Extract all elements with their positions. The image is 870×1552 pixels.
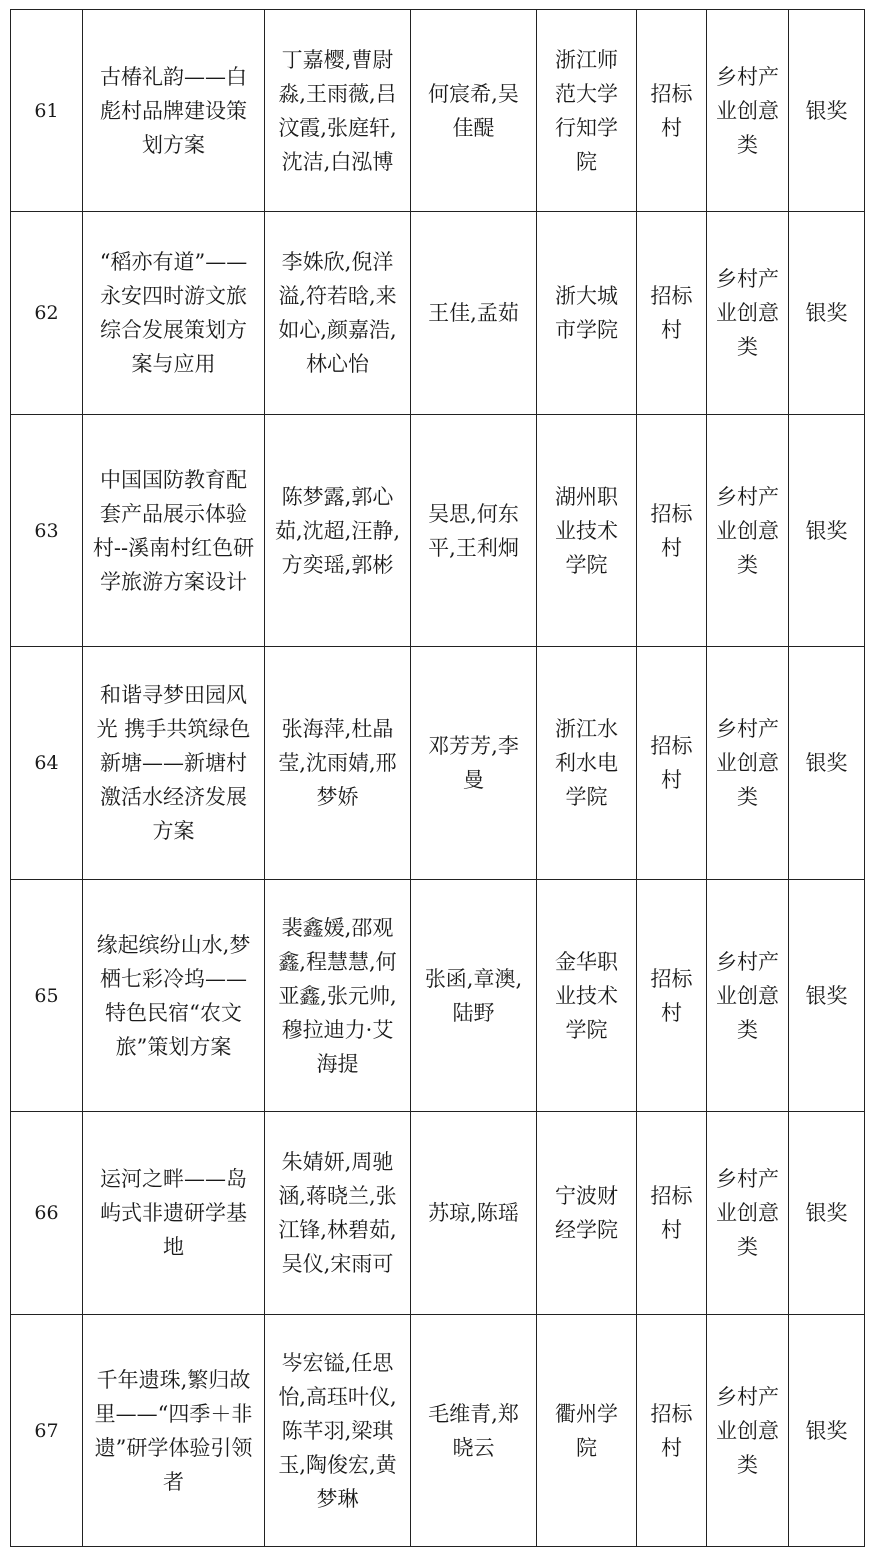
project-type: 乡村产业创意类: [707, 415, 789, 647]
advisors: 吴思,何东平,王利炯: [411, 415, 537, 647]
table-row: [11, 1112, 865, 1315]
school-name: 浙江师范大学行知学院: [537, 10, 637, 212]
award-level: 银奖: [789, 1315, 865, 1547]
advisors: 王佳,孟茹: [411, 212, 537, 415]
project-type: 乡村产业创意类: [707, 880, 789, 1112]
advisors: 张函,章澳,陆野: [411, 880, 537, 1112]
team-members: 朱婧妍,周驰涵,蒋晓兰,张江锋,林碧茹,吴仪,宋雨可: [265, 1112, 411, 1315]
advisors: 邓芳芳,李曼: [411, 647, 537, 880]
table-row: [11, 10, 865, 212]
project-title: 古椿礼韵——白彪村品牌建设策划方案: [83, 10, 265, 212]
school-name: 宁波财经学院: [537, 1112, 637, 1315]
award-level: 银奖: [789, 415, 865, 647]
village-category: 招标村: [637, 415, 707, 647]
row-number: 66: [11, 1112, 83, 1315]
project-type: 乡村产业创意类: [707, 212, 789, 415]
village-category: 招标村: [637, 1112, 707, 1315]
row-number: 61: [11, 10, 83, 212]
advisors: 苏琼,陈瑶: [411, 1112, 537, 1315]
table-row: [11, 647, 865, 880]
award-level: 银奖: [789, 212, 865, 415]
table-row: [11, 880, 865, 1112]
team-members: 裴鑫媛,邵观鑫,程慧慧,何亚鑫,张元帅,穆拉迪力·艾海提: [265, 880, 411, 1112]
team-members: 李姝欣,倪洋溢,符若晗,来如心,颜嘉浩,林心怡: [265, 212, 411, 415]
school-name: 浙江水利水电学院: [537, 647, 637, 880]
advisors: 何宸希,吴佳醍: [411, 10, 537, 212]
project-type: 乡村产业创意类: [707, 10, 789, 212]
school-name: 浙大城市学院: [537, 212, 637, 415]
team-members: 张海萍,杜晶莹,沈雨婧,邢梦娇: [265, 647, 411, 880]
award-level: 银奖: [789, 10, 865, 212]
row-number: 63: [11, 415, 83, 647]
project-title: 和谐寻梦田园风光 携手共筑绿色新塘——新塘村激活水经济发展方案: [83, 647, 265, 880]
team-members: 丁嘉樱,曹尉淼,王雨薇,吕汶霞,张庭轩,沈洁,白泓博: [265, 10, 411, 212]
school-name: 湖州职业技术学院: [537, 415, 637, 647]
project-title: “稻亦有道”——永安四时游文旅综合发展策划方案与应用: [83, 212, 265, 415]
team-members: 岑宏镒,任思怡,高珏叶仪,陈芊羽,梁琪玉,陶俊宏,黄梦琳: [265, 1315, 411, 1547]
project-title: 千年遗珠,繁归故里——“四季＋非遗”研学体验引领者: [83, 1315, 265, 1547]
row-number: 67: [11, 1315, 83, 1547]
project-title: 运河之畔——岛屿式非遗研学基地: [83, 1112, 265, 1315]
table-row: [11, 1315, 865, 1547]
row-number: 64: [11, 647, 83, 880]
village-category: 招标村: [637, 647, 707, 880]
row-number: 65: [11, 880, 83, 1112]
award-level: 银奖: [789, 1112, 865, 1315]
team-members: 陈梦露,郭心茹,沈超,汪静,方奕瑶,郭彬: [265, 415, 411, 647]
row-number: 62: [11, 212, 83, 415]
project-type: 乡村产业创意类: [707, 647, 789, 880]
project-type: 乡村产业创意类: [707, 1112, 789, 1315]
project-title: 中国国防教育配套产品展示体验村--溪南村红色研学旅游方案设计: [83, 415, 265, 647]
village-category: 招标村: [637, 10, 707, 212]
award-level: 银奖: [789, 647, 865, 880]
advisors: 毛维青,郑晓云: [411, 1315, 537, 1547]
school-name: 衢州学院: [537, 1315, 637, 1547]
school-name: 金华职业技术学院: [537, 880, 637, 1112]
project-title: 缘起缤纷山水,梦栖七彩冷坞—— 特色民宿“农文旅”策划方案: [83, 880, 265, 1112]
village-category: 招标村: [637, 212, 707, 415]
village-category: 招标村: [637, 880, 707, 1112]
village-category: 招标村: [637, 1315, 707, 1547]
award-table: [10, 9, 865, 1547]
table-row: [11, 212, 865, 415]
project-type: 乡村产业创意类: [707, 1315, 789, 1547]
award-level: 银奖: [789, 880, 865, 1112]
table-row: [11, 415, 865, 647]
